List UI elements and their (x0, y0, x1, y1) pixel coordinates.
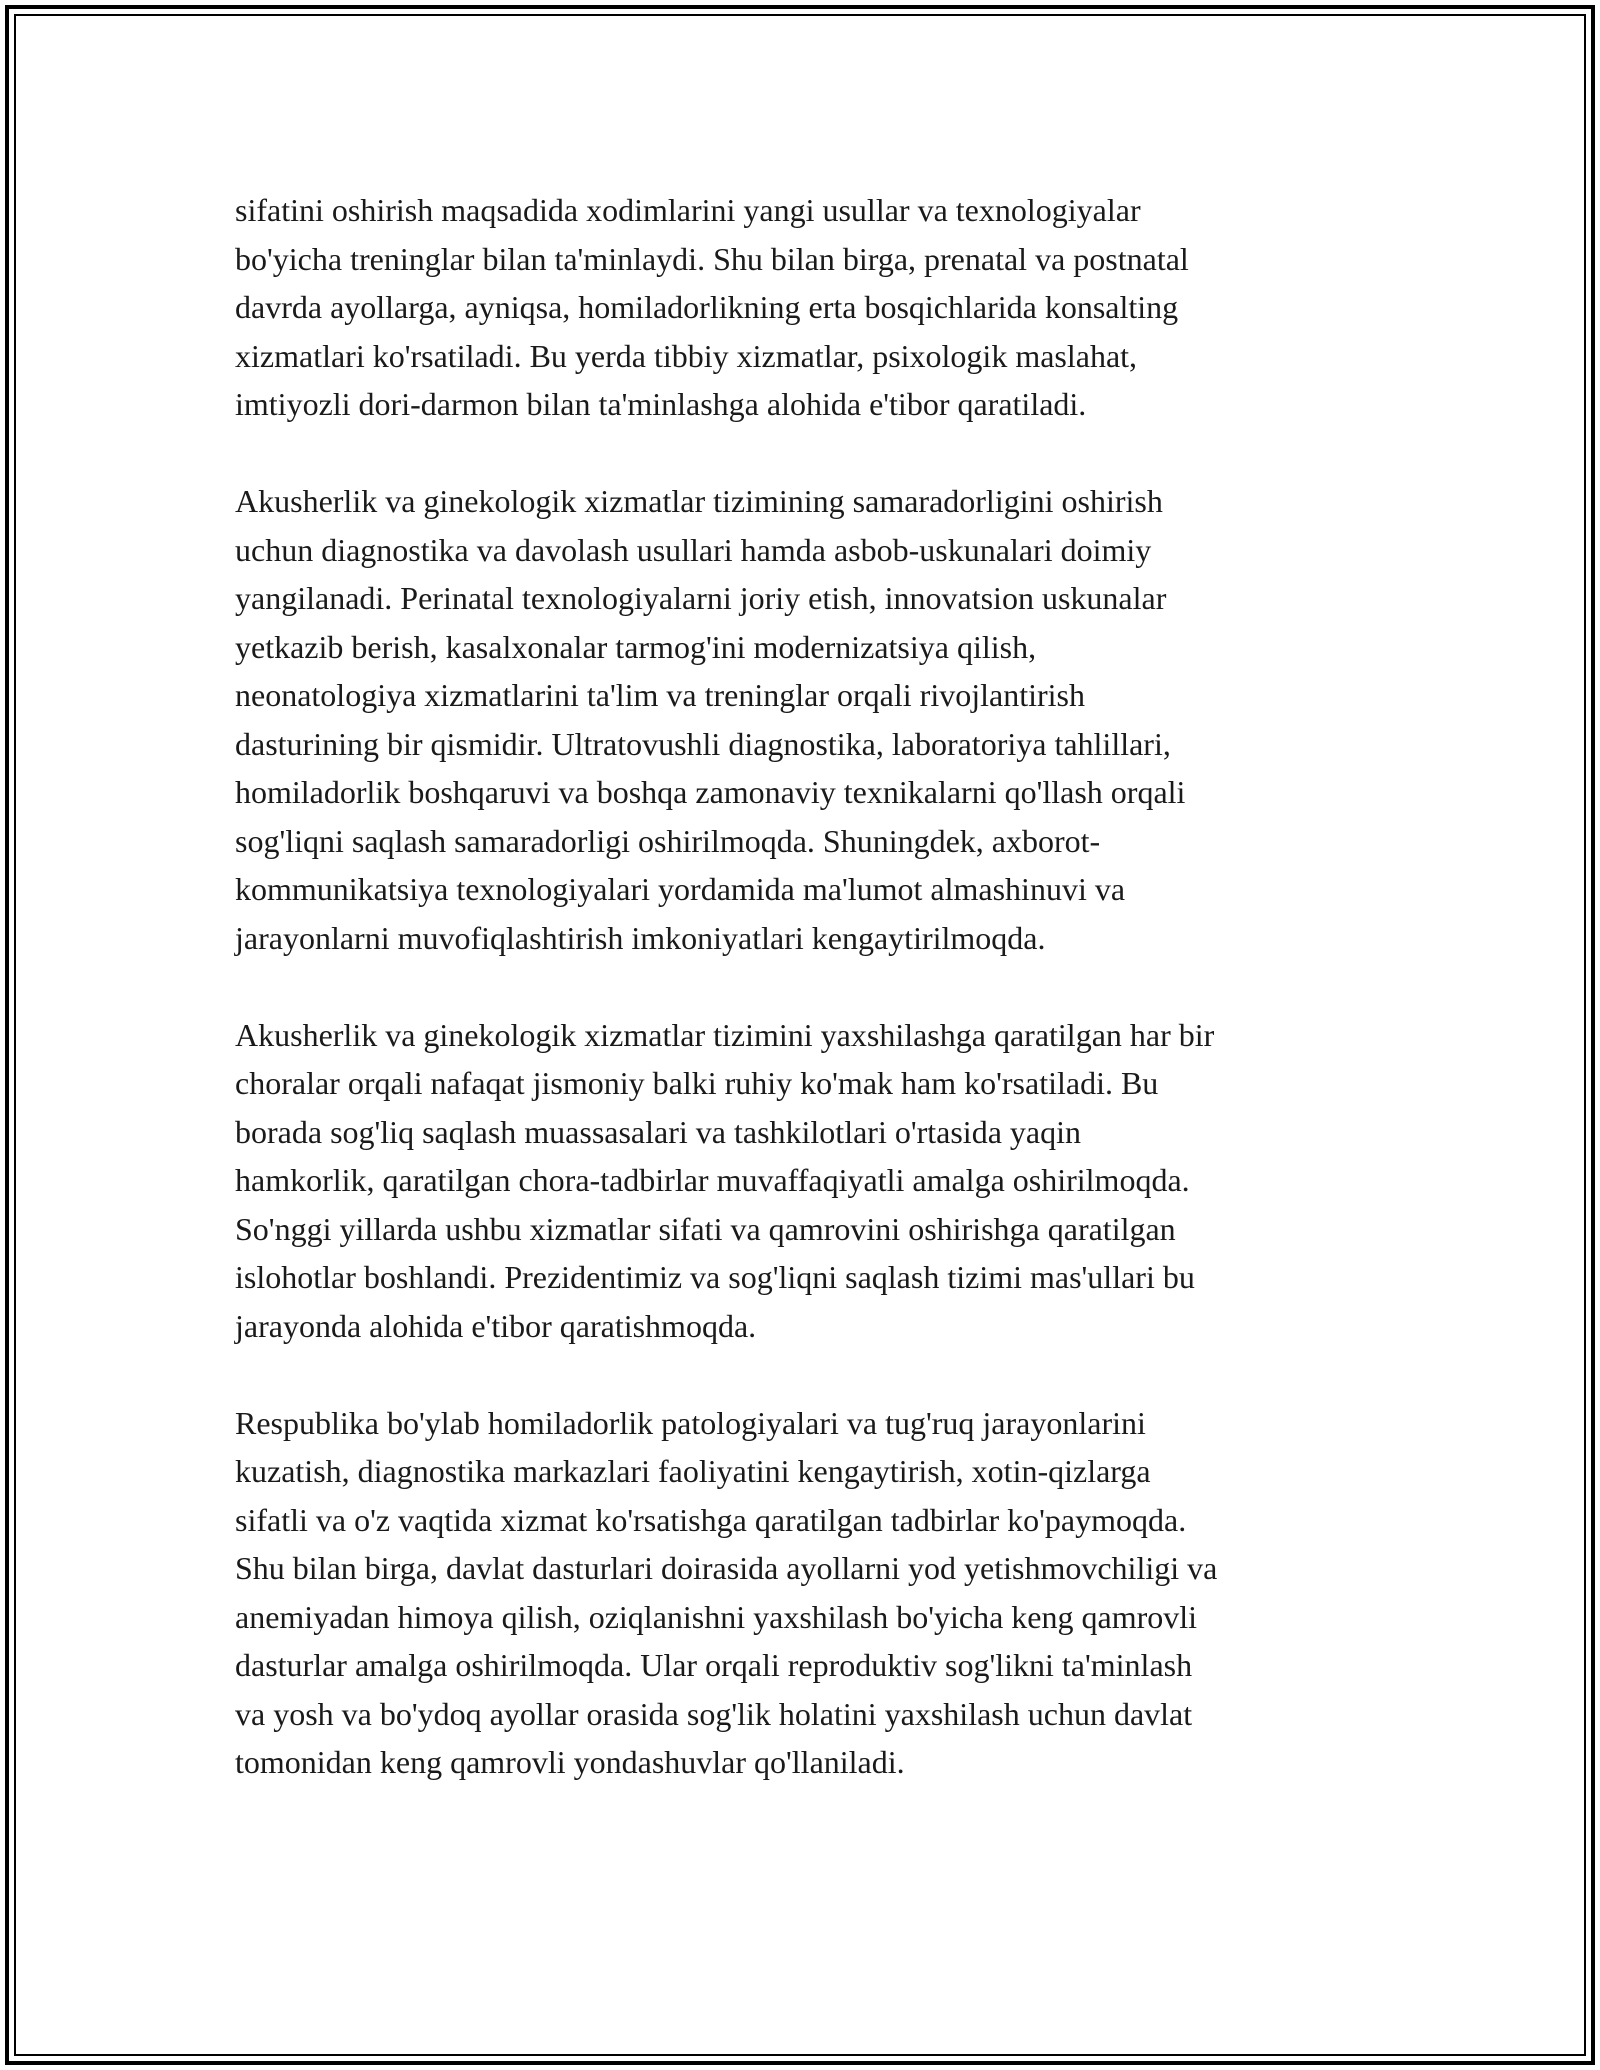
paragraph-1 (235, 186, 1375, 429)
text-line: davrda ayollarga, ayniqsa, homiladorlikning erta bosqichlarida konsalting (235, 289, 1179, 325)
text-line: Akusherlik va ginekologik xizmatlar tizimining samaradorligini oshirish (235, 483, 1163, 519)
text-line: tomonidan keng qamrovli yondashuvlar qo'llaniladi. (235, 1744, 905, 1780)
text-line: kommunikatsiya texnologiyalari yordamida ma'lumot almashinuvi va (235, 871, 1126, 907)
text-line: imtiyozli dori-darmon bilan ta'minlashga alohida e'tibor qaratiladi. (235, 386, 1087, 422)
text-line: borada sog'liq saqlash muassasalari va tashkilotlari o'rtasida yaqin (235, 1113, 1081, 1150)
paragraph-4 (235, 1399, 1375, 1787)
text-line: So'nggi yillarda ushbu xizmatlar sifati va qamrovini oshirishga qaratilgan (235, 1210, 1176, 1247)
text-line: Akusherlik va ginekologik xizmatlar tizimini yaxshilashga qaratilgan har bir (235, 1016, 1215, 1053)
text-line: Respublika bo'ylab homiladorlik patologiyalari va tug'ruq jarayonlarini (235, 1404, 1146, 1441)
text-line: xizmatlari ko'rsatiladi. Bu yerda tibbiy xizmatlar, psixologik maslahat, (235, 337, 1138, 374)
text-line: homiladorlik boshqaruvi va boshqa zamonaviy texnikalarni qo'llash orqali (235, 774, 1186, 810)
text-line: dasturlar amalga oshirilmoqda. Ular orqali reproduktiv sog'likni ta'minlash (235, 1647, 1193, 1683)
text-line: uchun diagnostika va davolash usullari hamda asbob-uskunalari doimiy (235, 531, 1152, 568)
text-line: choralar orqali nafaqat jismoniy balki ruhiy ko'mak ham ko'rsatiladi. Bu (235, 1065, 1159, 1101)
text-line: hamkorlik, qaratilgan chora-tadbirlar muvaffaqiyatli amalga oshirilmoqda. (235, 1162, 1190, 1198)
text-line: anemiyadan himoya qilish, oziqlanishni yaxshilash bo'yicha keng qamrovli (235, 1598, 1198, 1635)
text-line: va yosh va bo'ydoq ayollar orasida sog'lik holatini yaxshilash uchun davlat (235, 1695, 1193, 1732)
text-line: islohotlar boshlandi. Prezidentimiz va sog'liqni saqlash tizimi mas'ullari bu (235, 1259, 1195, 1295)
text-line: kuzatish, diagnostika markazlari faoliyatini kengaytirish, xotin-qizlarga (235, 1453, 1151, 1489)
text-line: sifatli va o'z vaqtida xizmat ko'rsatishga qaratilgan tadbirlar ko'paymoqda. (235, 1501, 1187, 1538)
paragraph-3 (235, 1011, 1375, 1351)
text-line: sifatini oshirish maqsadida xodimlarini yangi usullar va texnologiyalar (235, 192, 1141, 228)
text-line: sog'liqni saqlash samaradorligi oshirilmoqda. Shuningdek, axborot- (235, 822, 1101, 859)
text-line: yetkazib berish, kasalxonalar tarmog'ini modernizatsiya qilish, (235, 628, 1037, 665)
document-body (235, 186, 1375, 1787)
paragraph-2 (235, 477, 1375, 962)
text-line: Shu bilan birga, davlat dasturlari doirasida ayollarni yod yetishmovchiligi va (235, 1550, 1218, 1586)
text-line: jarayonlarni muvofiqlashtirish imkoniyatlari kengaytirilmoqda. (235, 919, 1046, 956)
text-line: dasturining bir qismidir. Ultratovushli diagnostika, laboratoriya tahlillari, (235, 725, 1171, 762)
text-line: bo'yicha treninglar bilan ta'minlaydi. Shu bilan birga, prenatal va postnatal (235, 240, 1189, 277)
text-line: yangilanadi. Perinatal texnologiyalarni joriy etish, innovatsion uskunalar (235, 580, 1167, 616)
text-line: neonatologiya xizmatlarini ta'lim va treninglar orqali rivojlantirish (235, 677, 1085, 713)
text-line: jarayonda alohida e'tibor qaratishmoqda. (235, 1307, 757, 1344)
